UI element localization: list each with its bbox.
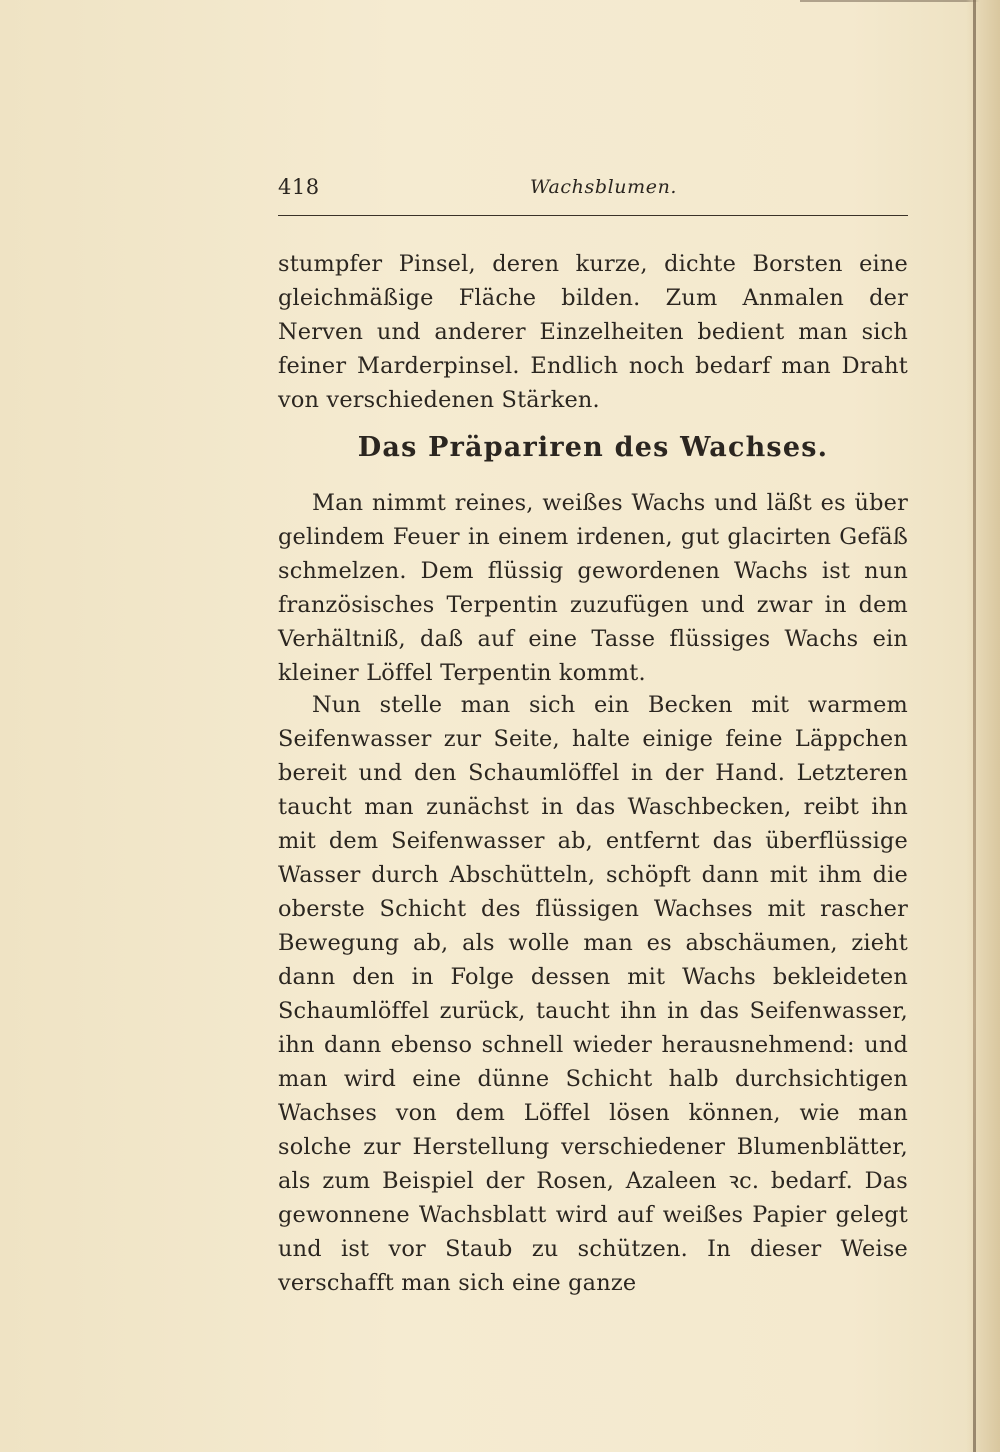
header-rule [278, 215, 908, 216]
paragraph-continuation: stumpfer Pinsel, deren kurze, dichte Borsten eine gleichmäßige Fläche bilden. Zum Anmalen der Nerven und anderer Einzelheiten bedient man sich feiner Marderpinsel. Endlich noch bedarf man Draht von verschiedenen Stärken. [278, 251, 908, 413]
page-number: 418 [278, 175, 320, 199]
section-heading: Das Präpariren des Wachses. [357, 432, 829, 463]
page-right-edge [966, 0, 1000, 1452]
running-title: Wachsblumen. [530, 176, 678, 198]
paragraph-wax-melting: Man nimmt reines, weißes Wachs und läßt es über gelindem Feuer in einem irdenen, gut glacirten Gefäß schmelzen. Dem flüssig gewordenen Wachs ist nun französisches Terpentin zuzufügen und zwar in dem Verhältniß, daß auf eine Tasse flüssiges Wachs ein kleiner Löffel Terpentin kommt. [278, 490, 908, 686]
paragraph-skimming-method: Nun stelle man sich ein Becken mit warmem Seifenwasser zur Seite, halte einige feine Läppchen bereit und den Schaumlöffel in der Hand. Letzteren taucht man zunächst in das Waschbecken, reibt ihn mit dem Seifenwasser ab, entfernt das überflüssige Wasser durch Abschütteln, schöpft dann mit ihm die oberste Schicht des flüssigen Wachses mit rascher Bewegung ab, als wolle man es abschäumen, zieht dann den in Folge dessen mit Wachs bekleideten Schaumlöffel zurück, taucht ihn in das Seifenwasser, ihn dann ebenso schnell wieder herausnehmend: und man wird eine dünne Schicht halb durchsichtigen Wachses von dem Löffel lösen können, wie man solche zur Herstellung verschiedener Blumenblätter, als zum Beispiel der Rosen, Azaleen ꝛc. bedarf. Das gewonnene Wachsblatt wird auf weißes Papier gelegt und ist vor Staub zu schützen. In dieser Weise verschafft man sich eine ganze [278, 692, 908, 1296]
binding-edge-line [973, 0, 976, 1452]
page-header [278, 175, 908, 209]
